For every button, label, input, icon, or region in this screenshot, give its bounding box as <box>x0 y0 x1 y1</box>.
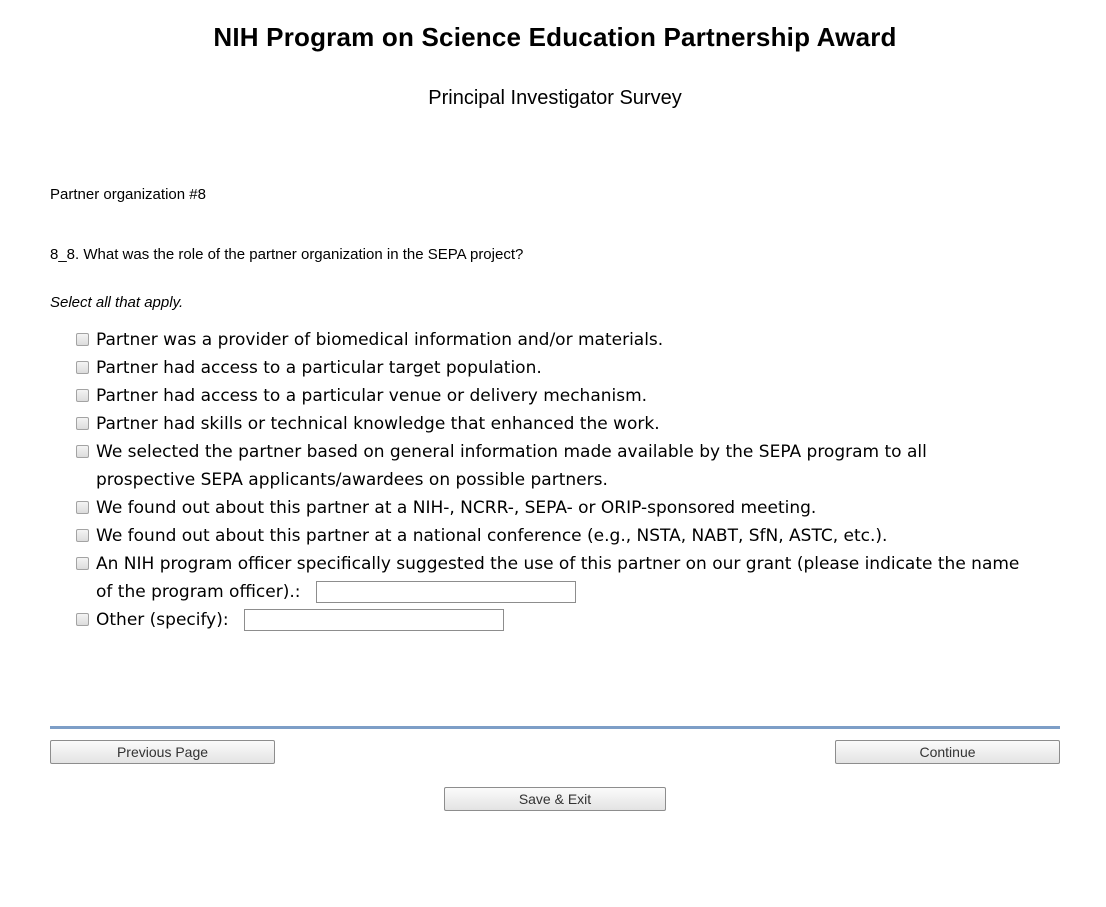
survey-page <box>0 22 1106 811</box>
option-checkbox[interactable] <box>76 557 89 570</box>
option-row[interactable] <box>50 326 1028 354</box>
option-checkbox[interactable] <box>76 529 89 542</box>
previous-page-button[interactable]: Previous Page <box>50 740 275 764</box>
option-label: Partner had access to a particular venue or delivery mechanism. <box>96 386 648 406</box>
option-row[interactable] <box>50 354 1028 382</box>
continue-button[interactable]: Continue <box>835 740 1060 764</box>
option-checkbox[interactable] <box>76 613 89 626</box>
section-divider <box>50 726 1060 729</box>
page-subtitle: Principal Investigator Survey <box>428 87 682 109</box>
option-label: An NIH program officer specifically suggested the use of this partner on our grant (please indicate the name of the program officer).: <box>96 554 1020 602</box>
option-checkbox[interactable] <box>76 361 89 374</box>
save-exit-button[interactable]: Save & Exit <box>444 787 666 811</box>
option-row[interactable] <box>50 606 1028 634</box>
nav-button-row <box>50 740 1060 764</box>
option-row[interactable] <box>50 494 1028 522</box>
option-label: We found out about this partner at a NIH-, NCRR-, SEPA- or ORIP-sponsored meeting. <box>96 498 817 518</box>
option-row[interactable] <box>50 410 1028 438</box>
question-instruction: Select all that apply. <box>50 294 184 311</box>
option-checkbox[interactable] <box>76 445 89 458</box>
option-checkbox[interactable] <box>76 333 89 346</box>
option-checkbox[interactable] <box>76 389 89 402</box>
option-label: Partner was a provider of biomedical information and/or materials. <box>96 330 664 350</box>
option-label: Partner had access to a particular target population. <box>96 358 542 378</box>
page-title: NIH Program on Science Education Partnership Award <box>213 22 897 52</box>
option-row[interactable] <box>50 438 1028 494</box>
option-text-input[interactable] <box>316 581 576 603</box>
option-label: Partner had skills or technical knowledge that enhanced the work. <box>96 414 660 434</box>
options-list <box>50 326 1028 634</box>
save-button-row <box>50 787 1060 811</box>
question-text: 8_8. What was the role of the partner organization in the SEPA project? <box>50 246 524 263</box>
option-label: We found out about this partner at a national conference (e.g., NSTA, NABT, SfN, ASTC, etc.). <box>96 526 888 546</box>
section-label: Partner organization #8 <box>50 186 206 203</box>
option-row[interactable] <box>50 550 1028 606</box>
option-row[interactable] <box>50 382 1028 410</box>
option-checkbox[interactable] <box>76 501 89 514</box>
option-label: Other (specify): <box>96 610 229 630</box>
option-label: We selected the partner based on general information made available by the SEPA program to all prospective SEPA applicants/awardees on possible partners. <box>96 442 927 490</box>
option-row[interactable] <box>50 522 1028 550</box>
option-text-input[interactable] <box>244 609 504 631</box>
option-checkbox[interactable] <box>76 417 89 430</box>
